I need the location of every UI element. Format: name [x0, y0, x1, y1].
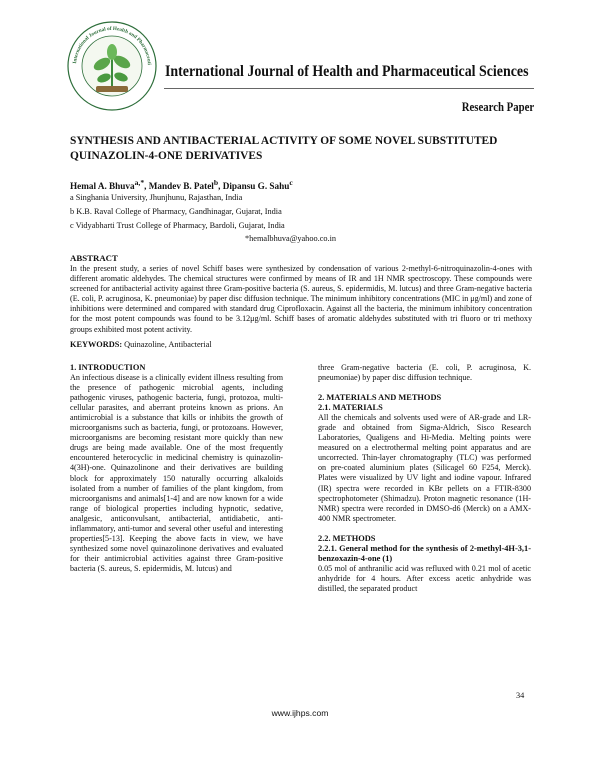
page-number: 34: [516, 691, 525, 700]
keywords: [70, 340, 212, 349]
keywords-values: Quinazoline, Antibacterial: [122, 340, 212, 349]
affiliation-a: a Singhania University, Jhunjhunu, Rajasthan, India: [70, 193, 243, 202]
keywords-label: KEYWORDS:: [70, 340, 123, 349]
corresponding-email: *hemalbhuva@yahoo.co.in: [245, 234, 337, 243]
header-divider: [164, 88, 534, 89]
svg-text:International Journal of Healt: International Journal of Health and Pharmaceuti: [72, 25, 152, 66]
introduction-heading: 1. INTRODUCTION: [70, 363, 146, 372]
general-method-text: 0.05 mol of anthranilic acid was refluxed with 0.21 mol of acetic anhydride for 4 hours. After excess acetic anhydride was distilled, the separated product: [318, 563, 531, 593]
abstract-text: In the present study, a series of novel Schiff bases were synthesized by condensation of various 2-methyl-6-nitroquinazolin-4-ones with different aromatic aldehydes. The chemical structures were confirmed by means of IR and 1H NMR spectroscopy. These compounds were screened for antibacterial activity against three Gram-positive bacteria (S. aureus, S. epidermidis, M. lutcus) and three Gram-negative bacteria (E. coli, P. acruginosa, K. pneumoniae) by paper disc diffusion technique. The minimum inhibitory concentrations (MIC in μg/ml) and zone of inhibitions were determined and compared with standard drug Ciprofloxacin. Against all the bacteria, the minimum inhibitory concentration for the most potent compounds was found to be 3.12μg/ml. Schiff bases of aromatic aldehydes substituted with tri fluoro or tri methoxy groups exhibited most potent activity.: [70, 264, 532, 334]
left-column: [70, 363, 283, 574]
abstract-heading: ABSTRACT: [70, 253, 118, 263]
journal-title: International Journal of Health and Pharmaceutical Sciences: [165, 62, 529, 80]
footer-url: www.ijhps.com: [271, 708, 329, 718]
introduction-text: An infectious disease is a clinically evident illness resulting from the presence of pathogenic microbial agents, including pathogenic viruses, pathogenic bacteria, fungi, protozoa, multi-cellular parasites, and aberrant proteins known as prions. An antimicrobial is a substance that kills or inhibits the growth of microorganisms such as bacteria, fungi, or protozoans. However, microorganisms are becoming resistant more quickly than new drugs are being made available. One of the most frequently encountered heterocyclic in medicinal chemistry is quinazolin-4(3H)-one. Quinazolinone and their derivatives are building block for approximately 150 naturally occurring alkaloids isolated from a number of families of the plant kingdom, from microorganisms and animals[1-4] and are now known for a wide range of biological properties including hypnotic, sedative, analgesic, anticonvulsant, antibacterial, antidiabetic, anti-inflammatory, anti-tumor and several other useful and interesting properties[5-13]. Keeping the above facts in view, we have synthesized some novel quinazolinone derivatives and evaluated for their antimicrobial activities against three Gram-positive bacteria (S. aureus, S. epidermidis, M. lutcus) and: [70, 373, 283, 573]
paper-type-label: Research Paper: [461, 100, 534, 114]
materials-heading: 2.1. MATERIALS: [318, 403, 383, 413]
journal-logo-icon: [66, 20, 158, 112]
author-list: Hemal A. Bhuva$^{a,*}$, Mandev B. Patel$^b$, Dipansu G. Sahu$^c$: [70, 178, 293, 192]
introduction-continued: three Gram-negative bacteria (E. coli, P. acruginosa, K. pneumoniae) by paper disc diffusion technique.: [318, 363, 531, 383]
affiliation-b: b K.B. Raval College of Pharmacy, Gandhinagar, Gujarat, India: [70, 207, 282, 216]
general-method-heading: 2.2.1. General method for the synthesis of 2-methyl-4H-3,1-benzoxazin-4-one (1): [318, 543, 531, 563]
materials-text: All the chemicals and solvents used were of AR-grade and LR-grade and obtained from Sigma-Aldrich, Sisco Research Laboratories, Qualigens and Hi-Media. Melting points were measured on a electrothermal melting point apparatus and are uncorrected. Thin-layer chromatography (TLC) was performed on pre-coated aluminium plates (Silicagel 60 F254, Merck). Plates were visualized by UV light and iodine vapour. Infrared (IR) spectra were recorded in KBr pellets on a FTIR-8300 spectrophotometer (Shimadzu). Proton magnetic resonance (1H-NMR) spectra were recorded in DMSO-d6 (Merck) on a AMX-400 NMR spectrometer.: [318, 413, 531, 523]
affiliation-c: c Vidyabharti Trust College of Pharmacy, Bardoli, Gujarat, India: [70, 221, 285, 230]
methods-sub-heading: 2.2. METHODS: [318, 533, 376, 543]
article-title: SYNTHESIS AND ANTIBACTERIAL ACTIVITY OF SOME NOVEL SUBSTITUTED QUINAZOLIN-4-ONE DERIVATIVES: [70, 135, 498, 162]
right-column: [318, 363, 531, 594]
methods-heading: 2. MATERIALS AND METHODS: [318, 393, 442, 403]
